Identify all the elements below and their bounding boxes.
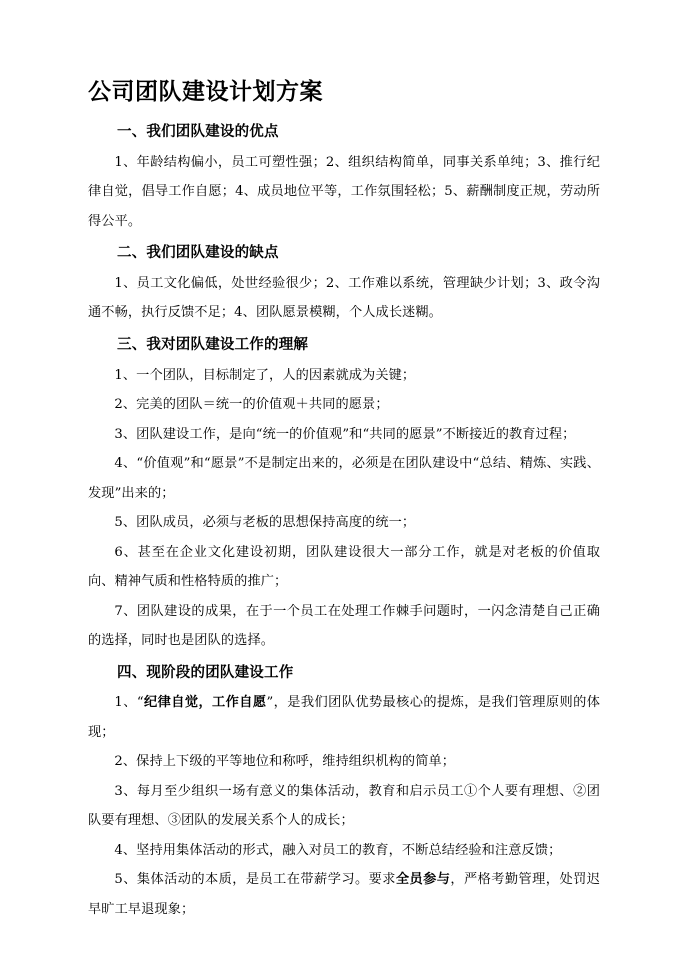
section-4-item-5: 5、集体活动的本质，是员工在带薪学习。要求全员参与，严格考勤管理，处罚迟早旷工早退现象； (88, 872, 600, 917)
section-heading-1: 一、我们团队建设的优点 (117, 123, 279, 140)
section-4-item-1: 1、“纪律自觉，工作自愿”，是我们团队优势最核心的提炼，是我们管理原则的体现； (88, 695, 600, 740)
section-4-item-4: 4、坚持用集体活动的形式，融入对员工的教育，不断总结经验和注意反馈； (114, 842, 562, 858)
section-3-item-4: 4、“价值观”和“愿景”不是制定出来的，必须是在团队建设中“总结、精炼、实践、发现”出来的； (88, 456, 600, 501)
section-3-item-7: 7、团队建设的成果，在于一个员工在处理工作棘手问题时，一闪念清楚自己正确的选择，同时也是团队的选择。 (88, 603, 600, 648)
section-3-item-5: 5、团队成员，必须与老板的思想保持高度的统一； (114, 515, 416, 530)
section-4-item-3: 3、每月至少组织一场有意义的集体活动，教育和启示员工①个人要有理想、②团队要有理想、③团队的发展关系个人的成长； (88, 783, 600, 829)
document-body (88, 78, 600, 924)
section-3-item-3: 3、团队建设工作，是向“统一的价值观”和“共同的愿景”不断接近的教育过程； (114, 426, 576, 442)
page-title: 公司团队建设计划方案 (88, 79, 323, 105)
section-heading-3: 三、我对团队建设工作的理解 (117, 336, 309, 353)
section-3-item-2: 2、完美的团队＝统一的价值观＋共同的愿景； (114, 397, 389, 412)
section-heading-4: 四、现阶段的团队建设工作 (117, 664, 294, 681)
section-3-item-6: 6、甚至在企业文化建设初期，团队建设很大一部分工作，就是对老板的价值取向、精神气质和性格特质的推广； (88, 544, 600, 589)
section-3-item-1: 1、一个团队，目标制定了，人的因素就成为关键； (114, 367, 416, 383)
section-2-paragraph-1: 1、员工文化偏低，处世经验很少；2、工作难以系统，管理缺少计划；3、政令沟通不畅，执行反馈不足；4、团队愿景模糊，个人成长迷糊。 (88, 275, 600, 321)
section-heading-2: 二、我们团队建设的缺点 (117, 245, 279, 261)
section-4-item-2: 2、保持上下级的平等地位和称呼，维持组织机构的简单； (114, 754, 456, 770)
section-1-paragraph-1: 1、年龄结构偏小，员工可塑性强；2、组织结构简单，同事关系单纯；3、推行纪律自觉，倡导工作自愿；4、成员地位平等，工作氛围轻松；5、薪酬制度正规，劳动所得公平。 (88, 154, 600, 229)
